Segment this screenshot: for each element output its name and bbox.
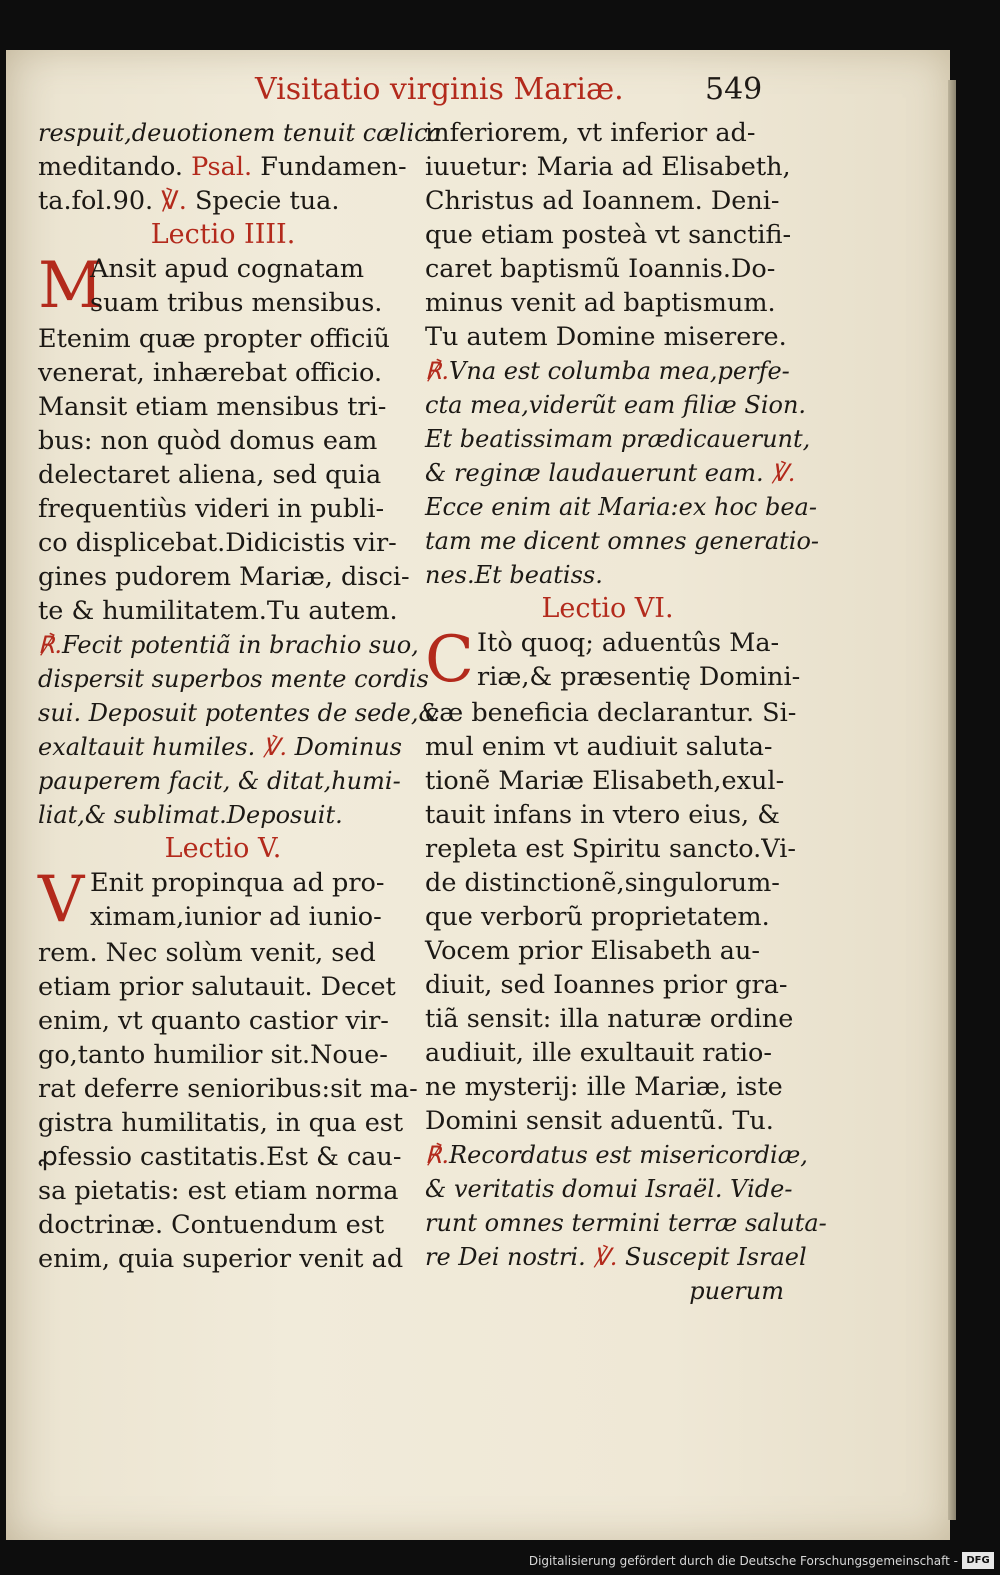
text-line: frequentiùs videri in publi- (38, 494, 385, 524)
text-line: minus venit ad baptismum. (425, 288, 776, 318)
text-line: delectaret aliena, sed quia (38, 460, 382, 490)
text-line: audiuit, ille exultauit ratio- (425, 1038, 773, 1068)
text-line: Christus ad Ioannem. Deni- (425, 186, 780, 216)
text-line: & reginæ laudauerunt eam. ℣. (425, 459, 796, 487)
text-line: etiam prior salutauit. Decet (38, 972, 396, 1002)
text-line: Tu autem Domine miserere. (425, 322, 787, 352)
versicle-symbol: ℣. (593, 1243, 618, 1271)
text-line: doctrinæ. Contuendum est (38, 1210, 385, 1240)
text-line: venerat, inhærebat officio. (38, 358, 383, 388)
responsory-symbol: ℟. (425, 357, 450, 385)
text-line: Ecce enim ait Maria:ex hoc bea- (425, 493, 817, 521)
text-line: ℟.Recordatus est misericordiæ, (425, 1141, 808, 1169)
lectio-iv-heading: Lectio IIII. (150, 219, 296, 250)
text-line: ne mysterij: ille Mariæ, iste (425, 1072, 783, 1102)
text-line: Ansit apud cognatam (90, 254, 365, 284)
text-line: Enit propinqua ad pro- (90, 868, 385, 898)
text-line: sui. Deposuit potentes de sede,& (38, 699, 440, 727)
text-line: te & humilitatem.Tu autem. (38, 596, 398, 626)
lectio-iv-text (38, 249, 410, 628)
text-line: tam me dicent omnes generatio- (425, 527, 820, 555)
text-line: respuit,deuotionem tenuit cælica (38, 119, 442, 147)
text-line: gines pudorem Mariæ, disci- (38, 562, 410, 592)
text-line: Itò quoq; aduentûs Ma- (477, 628, 780, 658)
text-line: ℟.Vna est columba mea,perfe- (425, 357, 790, 385)
text-line: go,tanto humilior sit.Noue- (38, 1040, 388, 1070)
text-line: re Dei nostri. ℣. Suscepit Israel (425, 1243, 807, 1271)
running-title: Visitatio virginis Mariæ. (255, 72, 624, 107)
text-line: que etiam posteà vt sanctifi- (425, 220, 792, 250)
lectio-v-text (38, 863, 418, 1276)
text-line: de distinctionẽ,singulorum- (425, 868, 780, 898)
right-column (425, 116, 827, 1308)
text-line: enim, vt quanto castior vir- (38, 1006, 389, 1036)
text-line: iuuetur: Maria ad Elisabeth, (425, 152, 791, 182)
text-line: repleta est Spiritu sancto.Vi- (425, 834, 796, 864)
text-line: Etenim quæ propter officiũ (38, 324, 390, 354)
text-line: mul enim vt audiuit saluta- (425, 732, 773, 762)
text-line: ximam,iunior ad iunio- (90, 902, 382, 932)
text-line: ꝓfessio castitatis.Est & cau- (38, 1142, 402, 1172)
lectio-v-heading: Lectio V. (164, 833, 282, 864)
text-line: nes.Et beatiss. (425, 561, 603, 589)
text-line: tionẽ Mariæ Elisabeth,exul- (425, 766, 785, 796)
lectio-vi-heading: Lectio VI. (541, 593, 674, 624)
drop-initial: V (38, 863, 85, 937)
text-line: enim, quia superior venit ad (38, 1244, 404, 1274)
text-line: rat deferre senioribus:sit ma- (38, 1074, 418, 1104)
text-line: & veritatis domui Israël. Vide- (425, 1175, 793, 1203)
text-line: tauit infans in vtero eius, & (425, 800, 780, 830)
left-column (38, 116, 442, 1276)
text-line: gistra humilitatis, in qua est (38, 1108, 404, 1138)
text-line: exaltauit humiles. ℣. Dominus (38, 733, 402, 761)
page-header (0, 70, 1000, 110)
text-line: bus: non quòd domus eam (38, 426, 378, 456)
text-line: Mansit etiam mensibus tri- (38, 392, 387, 422)
text-line: meditando. Psal. Fundamen- (38, 152, 407, 182)
text-line: tiã sensit: illa naturæ ordine (425, 1004, 794, 1034)
lectio-vi-text (425, 623, 801, 1138)
text-line: sa pietatis: est etiam norma (38, 1176, 399, 1206)
text-line: pauperem facit, & ditat,humi- (38, 767, 401, 795)
text-line: rem. Nec solùm venit, sed (38, 938, 376, 968)
text-line: suam tribus mensibus. (90, 288, 383, 318)
text-line: cta mea,viderũt eam filiæ Sion. (425, 391, 807, 419)
responsory-symbol: ℟. (425, 1141, 450, 1169)
text-line: cæ beneficia declarantur. Si- (425, 698, 797, 728)
funding-credit: Digitalisierung gefördert durch die Deutsche Forschungsgemeinschaft - (528, 1554, 958, 1568)
text-line: inferiorem, vt inferior ad- (425, 118, 756, 148)
versicle-symbol: ℣. (771, 459, 796, 487)
footer-bar (0, 1548, 1000, 1575)
drop-initial: M (38, 249, 104, 323)
text-line: riæ,& præsentię Domini- (477, 662, 801, 692)
text-line: Vocem prior Elisabeth au- (425, 936, 761, 966)
responsory-symbol: ℟. (38, 631, 63, 659)
versicle-symbol: ℣. (161, 186, 187, 216)
text-line: caret baptismũ Ioannis.Do- (425, 254, 776, 284)
drop-initial: C (425, 623, 474, 697)
page-edge (948, 80, 956, 1520)
psalm-label: Psal. (191, 152, 253, 182)
text-line: diuit, sed Ioannes prior gra- (425, 970, 788, 1000)
text-line: ℟.Fecit potentiã in brachio suo, (38, 631, 419, 659)
versicle-symbol: ℣. (262, 733, 287, 761)
text-line: Et beatissimam prædicauerunt, (425, 425, 811, 453)
catchword: puerum (689, 1277, 784, 1305)
text-line: que verborũ proprietatem. (425, 902, 770, 932)
text-line: co displicebat.Didicistis vir- (38, 528, 397, 558)
text-line: ta.fol.90. ℣. Specie tua. (38, 186, 340, 216)
page-number: 549 (705, 72, 763, 107)
text-line: runt omnes termini terræ saluta- (425, 1209, 827, 1237)
text-line: dispersit superbos mente cordis (38, 665, 429, 693)
text-line: liat,& sublimat.Deposuit. (38, 801, 343, 829)
text-line: Domini sensit aduentũ. Tu. (425, 1106, 774, 1136)
dfg-logo-icon: DFG (962, 1552, 994, 1569)
